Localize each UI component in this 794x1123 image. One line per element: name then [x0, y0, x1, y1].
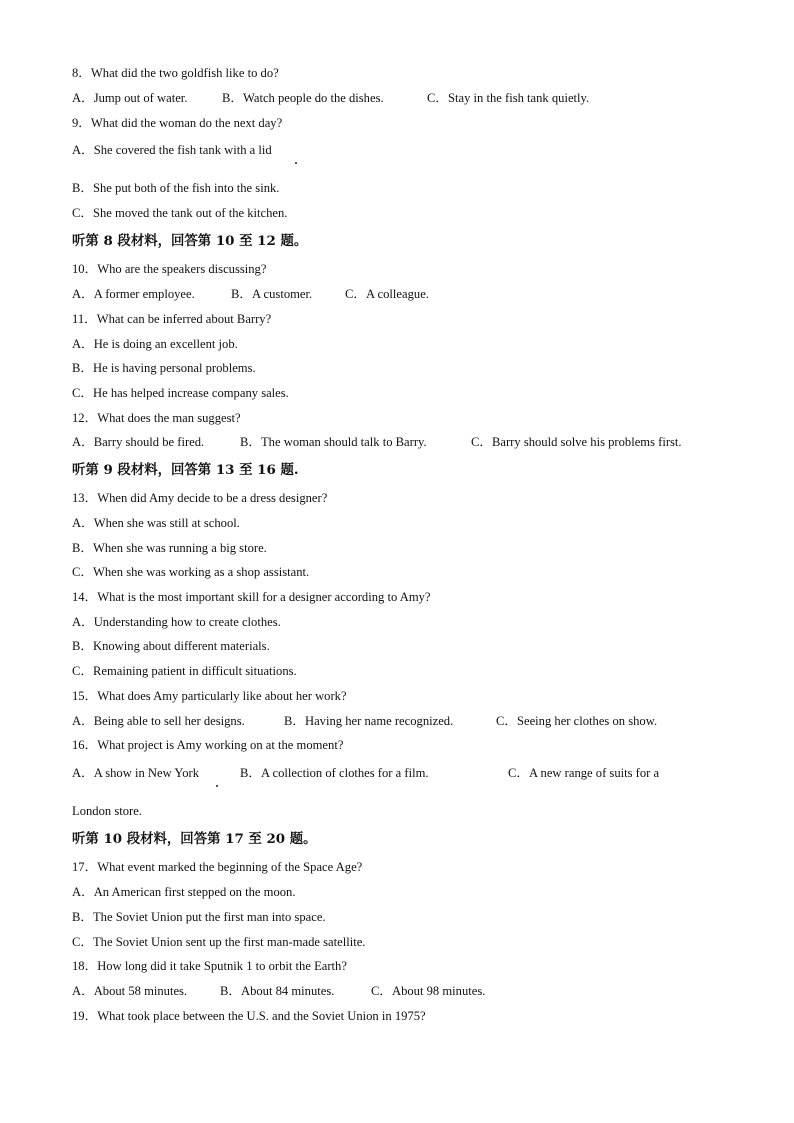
option-c: C．When she was working as a shop assistant. — [72, 565, 310, 579]
option-a: A．About 58 minutes. — [72, 984, 188, 998]
section-heading-10: 听第 10 段材料，回答第 17 至 20 题。 — [72, 831, 317, 847]
option-b: B．When she was running a big store. — [72, 541, 267, 555]
option-c: C．She moved the tank out of the kitchen. — [72, 206, 288, 220]
question-19: 19．What took place between the U.S. and the Soviet Union in 1975? — [72, 1009, 426, 1023]
option-a: A．Jump out of water. — [72, 91, 188, 105]
option-b: B．He is having personal problems. — [72, 361, 256, 375]
question-11: 11．What can be inferred about Barry? — [72, 312, 272, 326]
option-a: A．An American first stepped on the moon. — [72, 885, 296, 899]
question-12: 12．What does the man suggest? — [72, 411, 241, 425]
option-a: A．Barry should be fired. — [72, 435, 205, 449]
option-a: A．She covered the fish tank with a lid — [72, 143, 272, 157]
question-16: 16．What project is Amy working on at the moment? — [72, 738, 344, 752]
question-18: 18．How long did it take Sputnik 1 to orbit the Earth? — [72, 959, 347, 973]
option-c: C．Seeing her clothes on show. — [496, 714, 658, 728]
option-a: A．Understanding how to create clothes. — [72, 615, 281, 629]
option-a: A．A former employee. — [72, 287, 195, 301]
question-8: 8．What did the two goldfish like to do? — [72, 66, 279, 80]
option-b: B．Watch people do the dishes. — [222, 91, 384, 105]
option-b: B．About 84 minutes. — [220, 984, 335, 998]
question-15: 15．What does Amy particularly like about her work? — [72, 689, 347, 703]
option-b: B．A collection of clothes for a film. — [240, 766, 429, 780]
option-a: A．He is doing an excellent job. — [72, 337, 238, 351]
stray-mark — [295, 162, 297, 164]
option-b: B．She put both of the fish into the sink. — [72, 181, 280, 195]
option-b: B．A customer. — [231, 287, 313, 301]
option-b: B．Having her name recognized. — [284, 714, 454, 728]
option-b: B．The woman should talk to Barry. — [240, 435, 427, 449]
stray-mark — [216, 785, 218, 787]
question-17: 17．What event marked the beginning of the Space Age? — [72, 860, 363, 874]
option-c: C．Remaining patient in difficult situations. — [72, 664, 297, 678]
option-c: C．Stay in the fish tank quietly. — [427, 91, 590, 105]
question-14: 14．What is the most important skill for a designer according to Amy? — [72, 590, 431, 604]
question-13: 13．When did Amy decide to be a dress designer? — [72, 491, 328, 505]
option-c: C．About 98 minutes. — [371, 984, 486, 998]
option-a: A．Being able to sell her designs. — [72, 714, 245, 728]
option-c: C．A new range of suits for a — [508, 766, 660, 780]
option-a: A．When she was still at school. — [72, 516, 240, 530]
option-c: C．Barry should solve his problems first. — [471, 435, 682, 449]
section-heading-8: 听第 8 段材料，回答第 10 至 12 题。 — [72, 233, 308, 249]
option-c: C．He has helped increase company sales. — [72, 386, 289, 400]
section-heading-9: 听第 9 段材料，回答第 13 至 16 题. — [72, 462, 299, 478]
question-9: 9．What did the woman do the next day? — [72, 116, 283, 130]
question-10: 10．Who are the speakers discussing? — [72, 262, 267, 276]
option-b: B．The Soviet Union put the first man into space. — [72, 910, 326, 924]
option-c-continued: London store. — [72, 804, 142, 818]
option-c: C．A colleague. — [345, 287, 429, 301]
option-a: A．A show in New York — [72, 766, 200, 780]
option-c: C．The Soviet Union sent up the first man-made satellite. — [72, 935, 366, 949]
option-b: B．Knowing about different materials. — [72, 639, 270, 653]
